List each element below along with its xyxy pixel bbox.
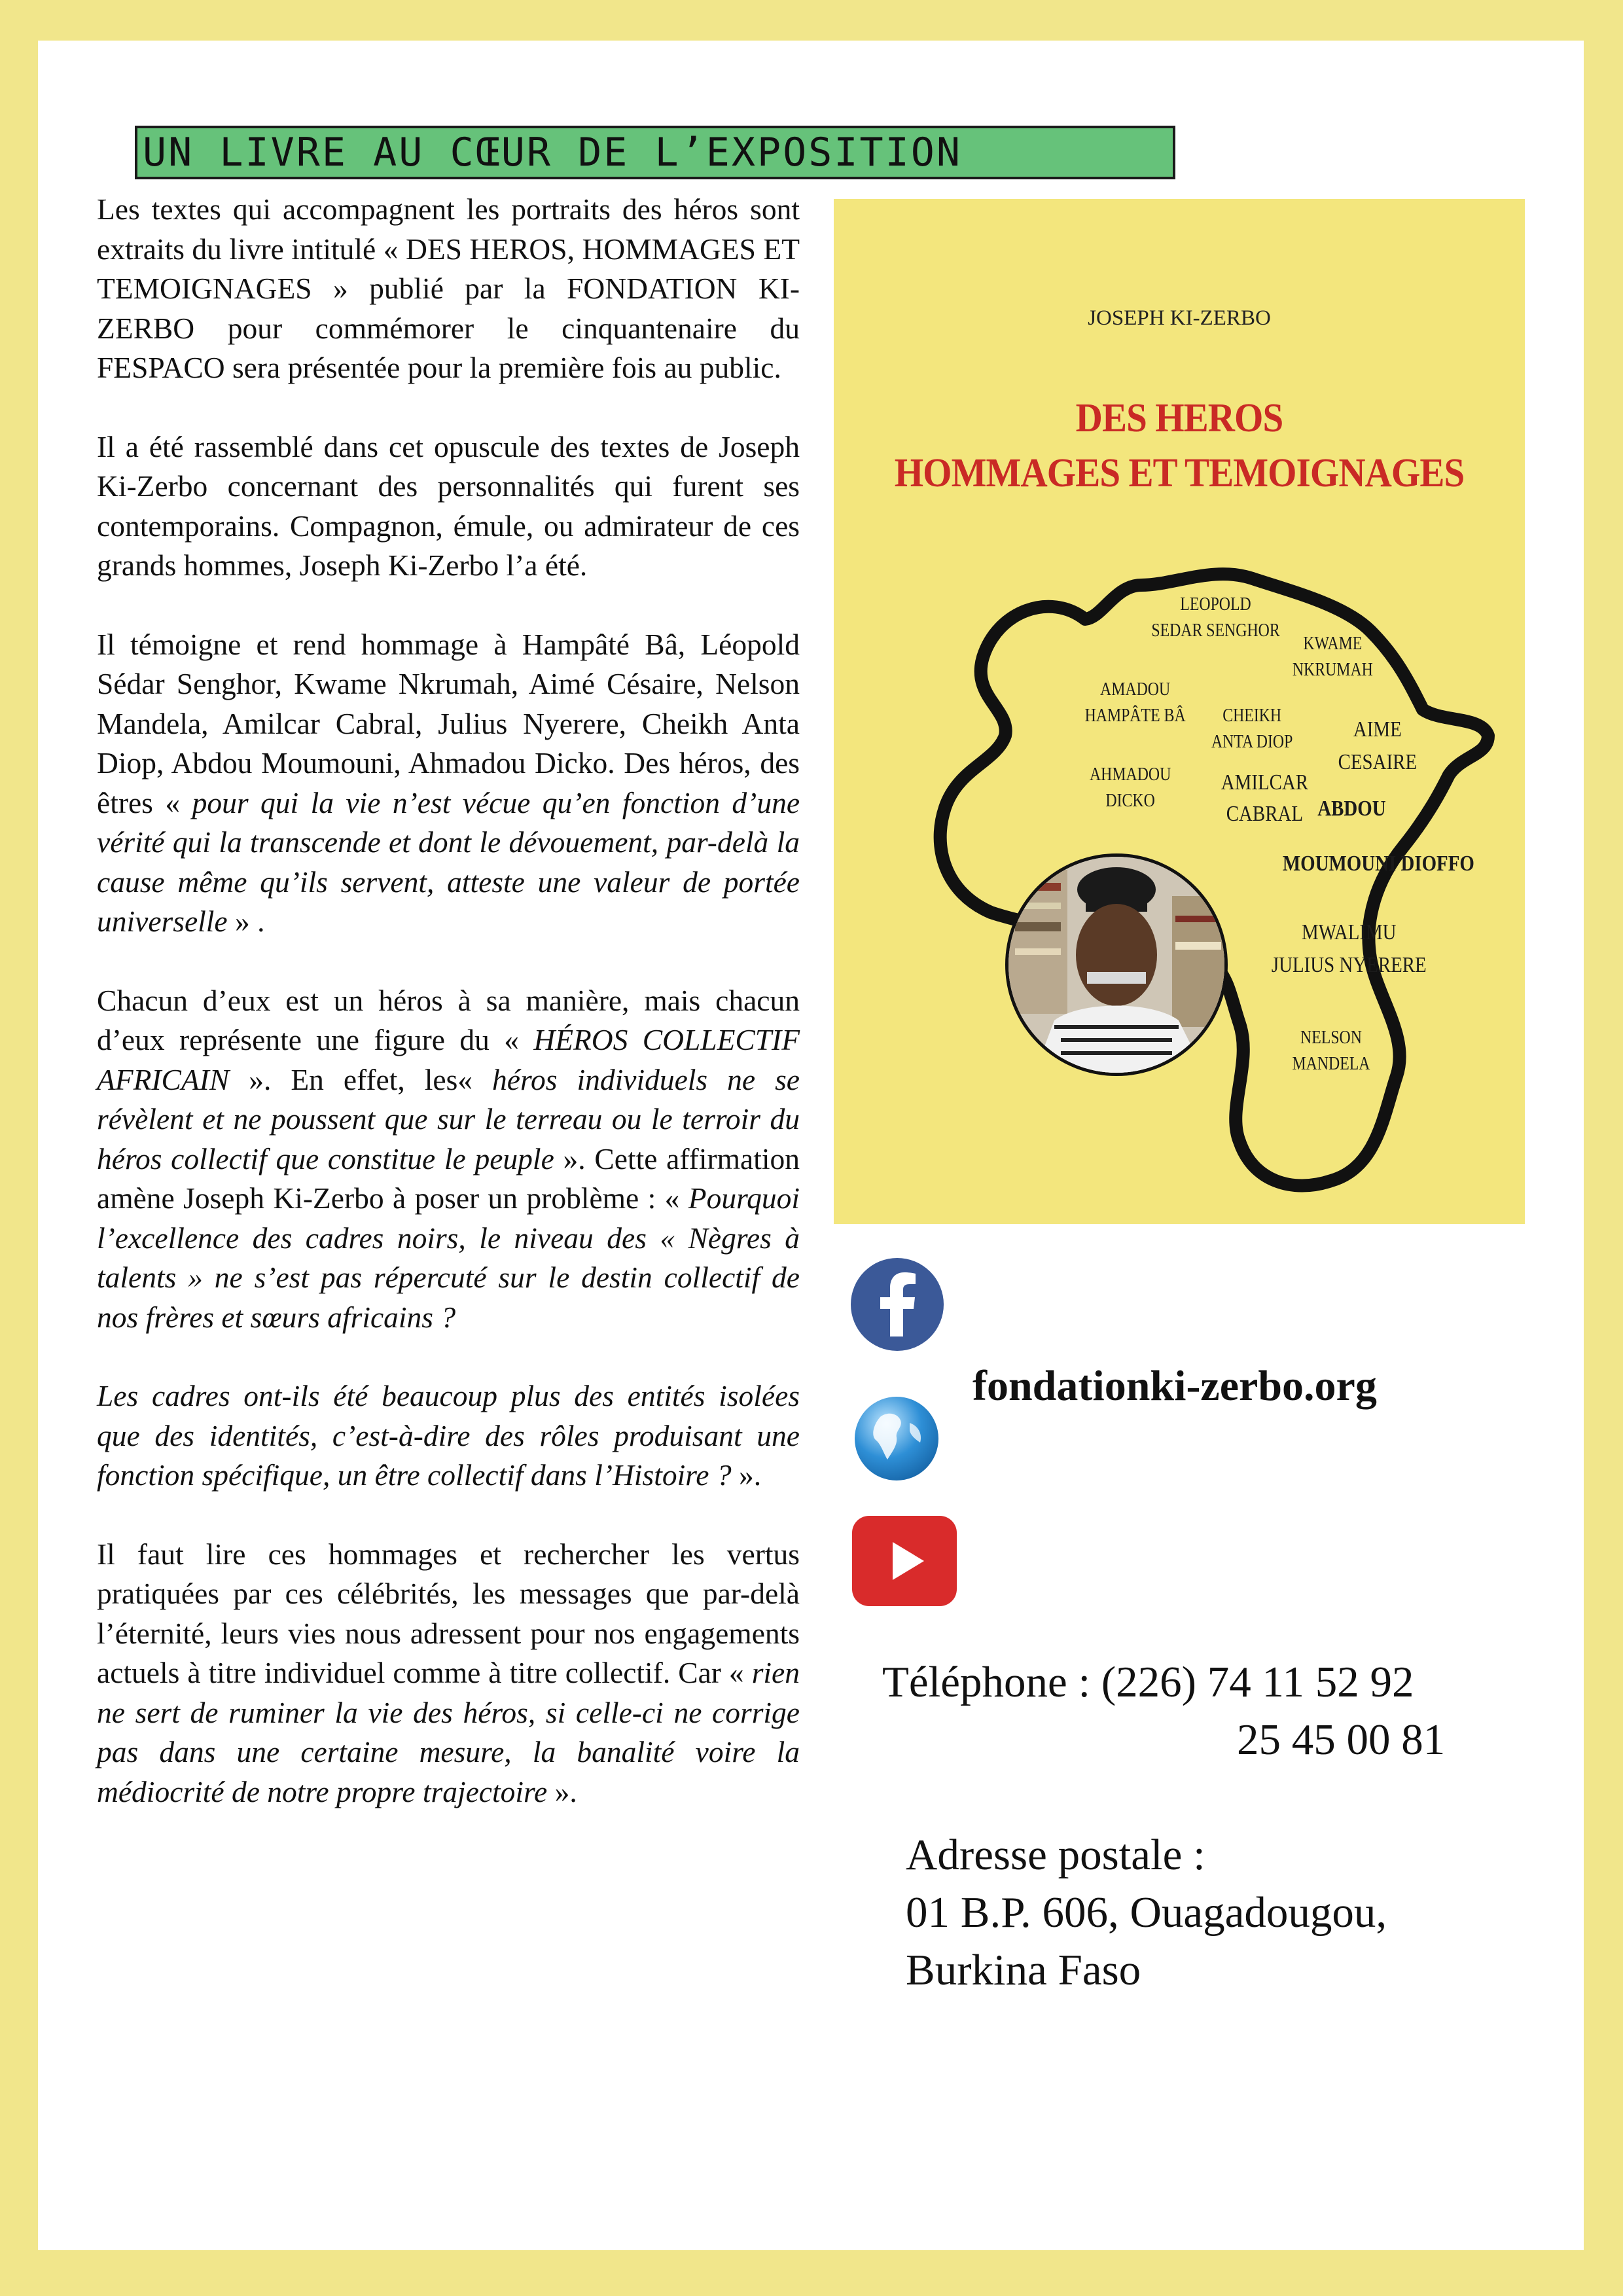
body-paragraph (97, 427, 800, 586)
text-run: Il a été rassemblé dans cet opuscule des textes de Joseph Ki-Zerbo concernant des personnalités qui furent ses contemporains. Compagnon, émule, ou admirateur de ces grands hommes, Joseph Ki-Zerbo l’a été. (97, 429, 800, 582)
body-paragraph (97, 190, 800, 388)
hero-diop: CHEIKH ANTA DIOP (1211, 706, 1293, 752)
website-link[interactable]: fondationki-zerbo.org (972, 1362, 1377, 1410)
body-paragraph (97, 1376, 800, 1496)
hero-senghor: LEOPOLD SEDAR SENGHOR (1151, 594, 1280, 641)
italic-quote: pour qui la vie n’est vécue qu’en fonction d’une vérité qui la transcende et dont le dévouement, par-delà la cause même qu’ils servent, atteste une valeur de portée universelle (97, 785, 800, 938)
body-paragraph (97, 1535, 800, 1812)
cover-author: JOSEPH KI-ZERBO (1088, 306, 1271, 330)
postal-address (906, 1826, 1387, 1999)
hero-nyerere: MWALIMU JULIUS NYERERE (1271, 920, 1427, 977)
italic-quote: Les cadres ont-ils été beaucoup plus des entités isolées que des identités, c’est-à-dire des rôles produisant une fonction spécifique, un être collectif dans l’Histoire ? (97, 1379, 800, 1492)
address-label: Adresse postale : (906, 1831, 1205, 1879)
phone-number-2: 25 45 00 81 (1237, 1715, 1446, 1764)
text-run: Il témoigne et rend hommage à Hampâté Bâ, Léopold Sédar Senghor, Kwame Nkrumah, Aimé Césaire, Nelson Mandela, Amilcar Cabral, Julius Nyerere, Cheikh Anta Diop, Abdou Moumouni, Ahmadou Dicko. Des héros, des êtres « (97, 627, 800, 819)
italic-quote: rien ne sert de ruminer la vie des héros, si celle-ci ne corrige pas dans une certaine mesure, la banalité voire la médiocrité de notre propre trajectoire (97, 1656, 800, 1808)
hero-hampate-ba: AMADOU HAMPÂTE BÂ (1084, 679, 1186, 726)
hero-dicko: AHMADOU DICKO (1089, 764, 1171, 811)
address-country: Burkina Faso (906, 1946, 1141, 1994)
cover-title-line1: DES HEROS (1075, 396, 1283, 440)
text-run: ». (731, 1458, 762, 1492)
text-run: ». En effet, les« (229, 1062, 493, 1096)
youtube-icon[interactable] (852, 1516, 957, 1606)
book-cover (834, 199, 1525, 1224)
article-body (97, 190, 800, 1851)
italic-quote: héros individuels ne se révèlent et ne poussent que sur le terreau ou le terroir du héros collectif que constitue le peuple (97, 1062, 800, 1175)
phone-number-1: Téléphone : (226) 74 11 52 92 (882, 1658, 1414, 1706)
facebook-icon[interactable] (851, 1258, 944, 1351)
globe-icon[interactable] (855, 1397, 938, 1480)
section-heading: UN LIVRE AU CŒUR DE L’EXPOSITION (135, 126, 1175, 179)
text-run: Il faut lire ces hommages et rechercher les vertus pratiquées par ces célébrités, les messages que par-delà l’éternité, leurs vies nous adressent pour nos engagements actuels à titre individuel comme à titre collectif. Car « (97, 1537, 800, 1689)
hero-cabral: AMILCAR CABRAL (1221, 770, 1309, 826)
body-paragraph (97, 981, 800, 1338)
italic-quote: Pourquoi l’excellence des cadres noirs, le niveau des « Nègres à talents » ne s’est pas répercuté sur le destin collectif de nos frères et sœurs africains ? (97, 1181, 800, 1334)
text-run: Les textes qui accompagnent les portraits des héros sont extraits du livre intitulé « DES HEROS, HOMMAGES ET TEMOIGNAGES » publié par la FONDATION KI-ZERBO pour commémorer le cinquantenaire du FESPACO sera présentée pour la première fois au public. (97, 192, 800, 384)
italic-quote: HÉROS COLLECTIF AFRICAIN (97, 1023, 800, 1096)
author-portrait (1005, 853, 1228, 1076)
address-line: 01 B.P. 606, Ouagadougou, (906, 1888, 1387, 1937)
hero-moumouni-dioffo: MOUMOUNI DIOFFO (1282, 852, 1474, 876)
body-paragraph (97, 625, 800, 942)
text-run: ». Cette affirmation amène Joseph Ki-Zerbo à poser un problème : « (97, 1141, 800, 1215)
text-run: ». (547, 1774, 577, 1808)
cover-title-line2: HOMMAGES ET TEMOIGNAGES (894, 451, 1465, 495)
hero-nkrumah: KWAME NKRUMAH (1292, 634, 1373, 680)
hero-mandela: NELSON MANDELA (1292, 1028, 1370, 1074)
hero-cesaire: AIME CESAIRE (1338, 717, 1418, 774)
text-run: Chacun d’eux est un héros à sa manière, mais chacun d’eux représente une figure du « (97, 983, 800, 1056)
hero-abdou: ABDOU (1317, 797, 1386, 821)
text-run: » . (227, 905, 265, 938)
